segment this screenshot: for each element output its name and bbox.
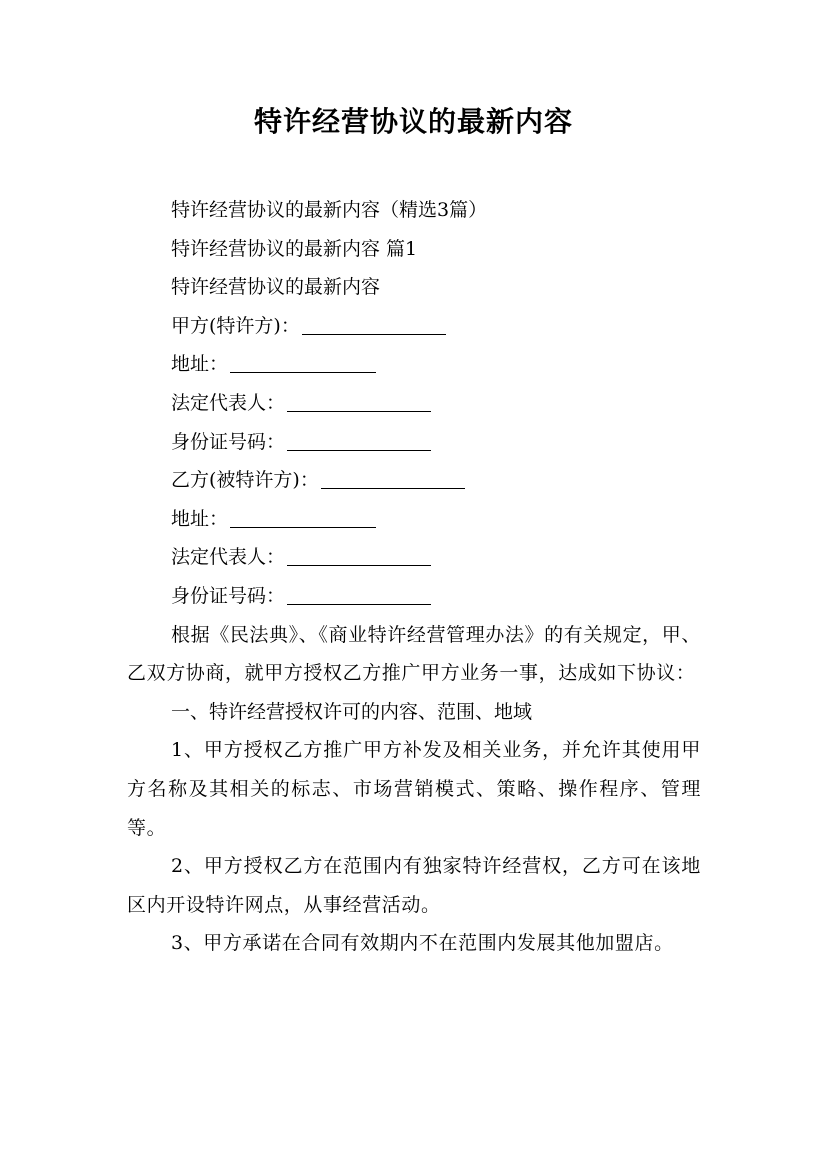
party-b-field (127, 461, 701, 500)
article-title: 特许经营协议的最新内容 (171, 276, 381, 299)
party-b-address-label: 地址： (171, 507, 229, 530)
section-1-heading: 一、特许经营授权许可的内容、范围、地域 (171, 700, 533, 723)
party-b-legal-rep-blank (287, 543, 431, 566)
party-a-id-label: 身份证号码： (171, 430, 286, 453)
party-b-address-blank (230, 505, 376, 528)
party-b-label: 乙方(被特许方)： (171, 469, 319, 492)
party-a-id-field (127, 423, 701, 462)
party-a-address-field (127, 345, 701, 384)
party-a-field (127, 307, 701, 346)
party-b-legal-rep-label: 法定代表人： (171, 546, 286, 569)
party-b-id-field (127, 577, 701, 616)
clause-3-paragraph: 3、甲方承诺在合同有效期内不在范围内发展其他加盟店。 (171, 932, 674, 955)
party-b-id-label: 身份证号码： (171, 584, 286, 607)
party-a-address-blank (230, 350, 376, 373)
clause-2-paragraph: 2、甲方授权乙方在范围内有独家特许经营权，乙方可在该地区内开设特许网点，从事经营活动。 (127, 855, 701, 916)
party-a-address-label: 地址： (171, 353, 229, 376)
party-b-legal-rep-field (127, 538, 701, 577)
party-a-legal-rep-blank (287, 389, 431, 412)
preamble-paragraph: 根据《民法典》、《商业特许经营管理办法》的有关规定，甲、乙双方协商，就甲方授权乙方推广甲方业务一事，达成如下协议： (127, 623, 701, 685)
document-title: 特许经营协议的最新内容 (253, 105, 573, 138)
subtitle-line: 特许经营协议的最新内容（精选3篇） (171, 199, 488, 221)
party-a-id-blank (287, 428, 431, 451)
party-b-blank (321, 466, 465, 489)
party-a-label: 甲方(特许方)： (171, 314, 300, 337)
party-a-blank (302, 312, 446, 335)
party-b-id-blank (287, 582, 431, 605)
party-a-legal-rep-field (127, 384, 701, 423)
clause-1-paragraph: 1、甲方授权乙方推广甲方补发及相关业务，并允许其使用甲方名称及其相关的标志、市场营销模式、策略、操作程序、管理等。 (127, 739, 701, 839)
document-body (127, 191, 701, 963)
article-heading: 特许经营协议的最新内容 篇1 (171, 237, 418, 260)
party-a-legal-rep-label: 法定代表人： (171, 391, 286, 414)
party-b-address-field (127, 500, 701, 539)
